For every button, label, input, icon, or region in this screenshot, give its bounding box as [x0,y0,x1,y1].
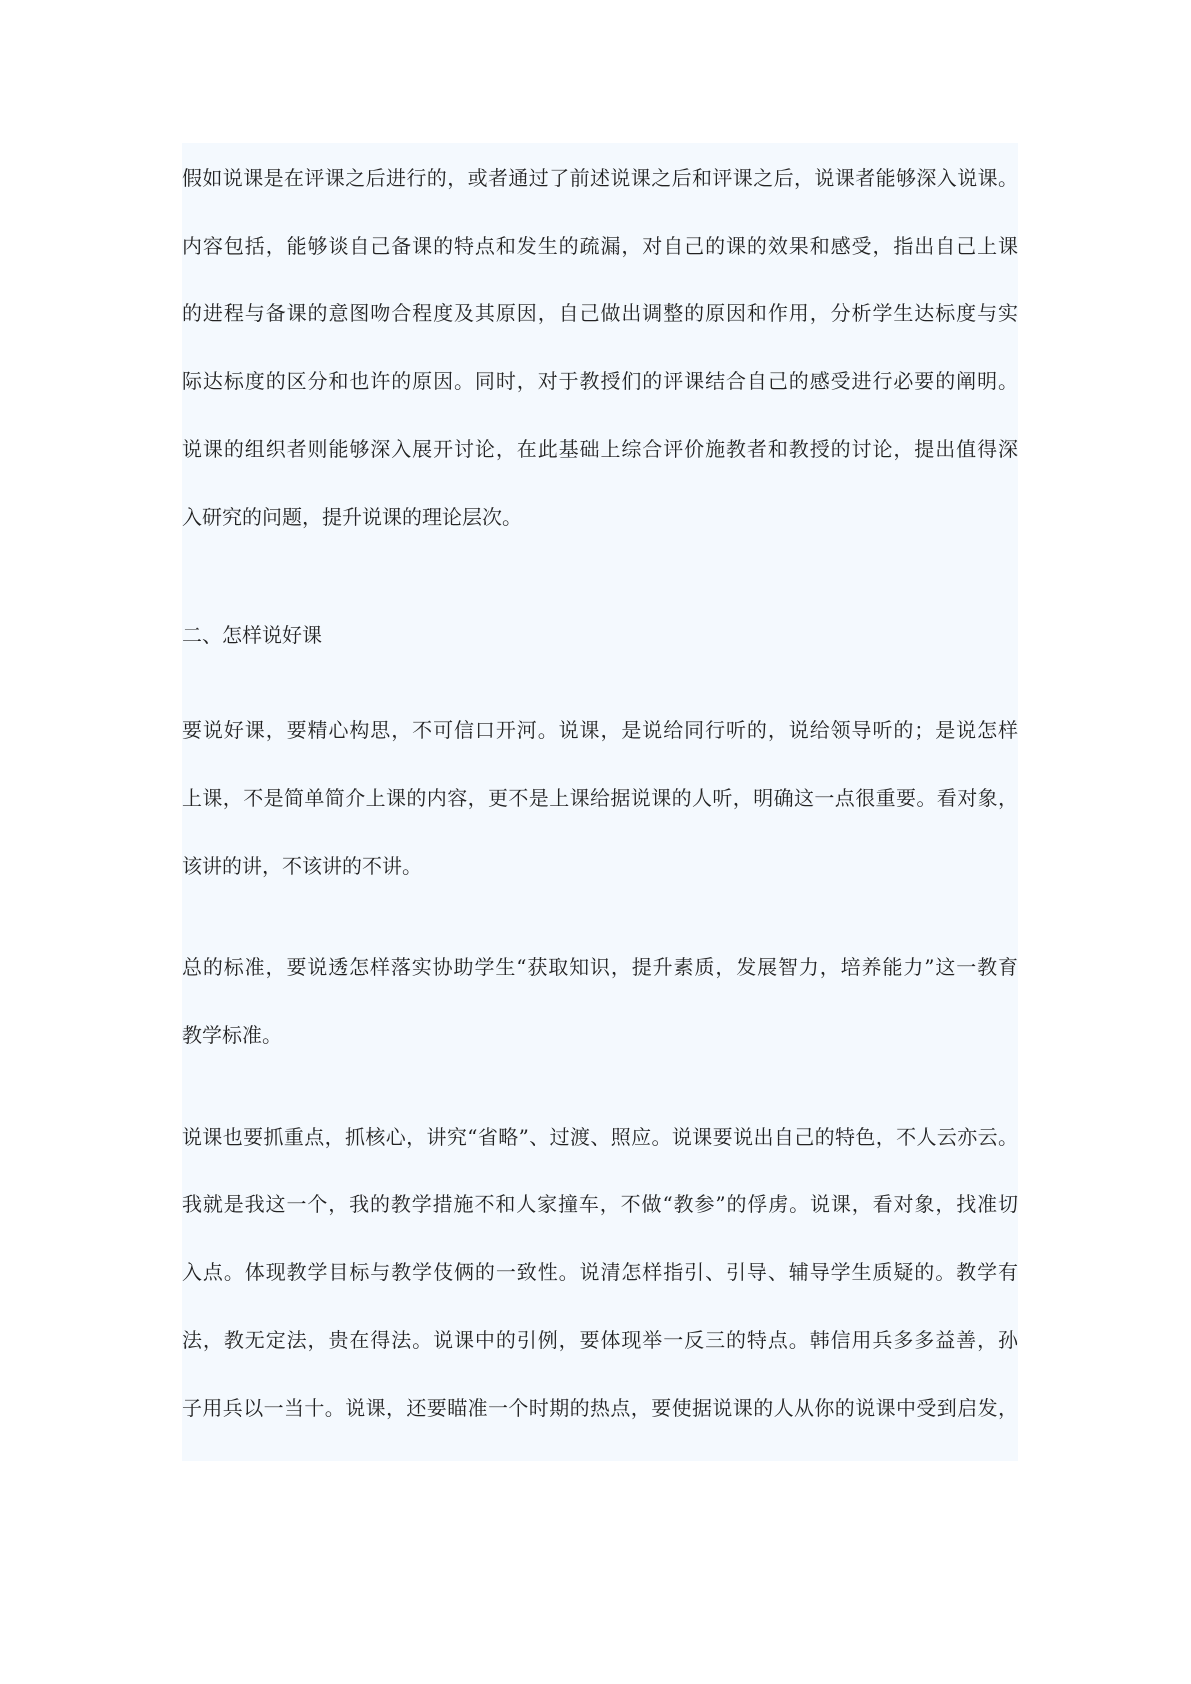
text-line: 上课，不是简单简介上课的内容，更不是上课给据说课的人听，明确这一点很重要。看对象， [182,786,1018,810]
heading-line: 二、怎样说好课 [182,623,322,647]
text-line: 法，教无定法，贵在得法。说课中的引例，要体现举一反三的特点。韩信用兵多多益善，孙 [182,1328,1018,1352]
text-line: 入点。体现教学目标与教学伎俩的一致性。说清怎样指引、引导、辅导学生质疑的。教学有 [182,1260,1018,1284]
text-block [182,143,1018,1461]
text-line: 入研究的问题，提升说课的理论层次。 [182,505,522,529]
text-line: 的进程与备课的意图吻合程度及其原因，自己做出调整的原因和作用，分析学生达标度与实 [182,301,1018,325]
text-line: 该讲的讲，不该讲的不讲。 [182,854,422,878]
text-line: 要说好课，要精心构思，不可信口开河。说课，是说给同行听的，说给领导听的；是说怎样 [182,718,1018,742]
text-line: 我就是我这一个，我的教学措施不和人家撞车，不做“教参”的俘虏。说课，看对象，找准切 [182,1192,1018,1216]
text-line: 内容包括，能够谈自己备课的特点和发生的疏漏，对自己的课的效果和感受，指出自己上课 [182,234,1018,258]
text-line: 说课的组织者则能够深入展开讨论，在此基础上综合评价施教者和教授的讨论，提出值得深 [182,437,1018,461]
text-line: 子用兵以一当十。说课，还要瞄准一个时期的热点，要使据说课的人从你的说课中受到启发， [182,1396,1018,1420]
text-line: 假如说课是在评课之后进行的，或者通过了前述说课之后和评课之后，说课者能够深入说课。 [182,166,1018,190]
text-line: 教学标准。 [182,1023,282,1047]
text-line: 际达标度的区分和也许的原因。同时，对于教授们的评课结合自己的感受进行必要的阐明。 [182,369,1018,393]
text-line: 说课也要抓重点，抓核心，讲究“省略”、过渡、照应。说课要说出自己的特色，不人云亦云。 [182,1125,1018,1149]
text-line: 总的标准，要说透怎样落实协助学生“获取知识，提升素质，发展智力，培养能力”这一教育 [182,955,1018,979]
